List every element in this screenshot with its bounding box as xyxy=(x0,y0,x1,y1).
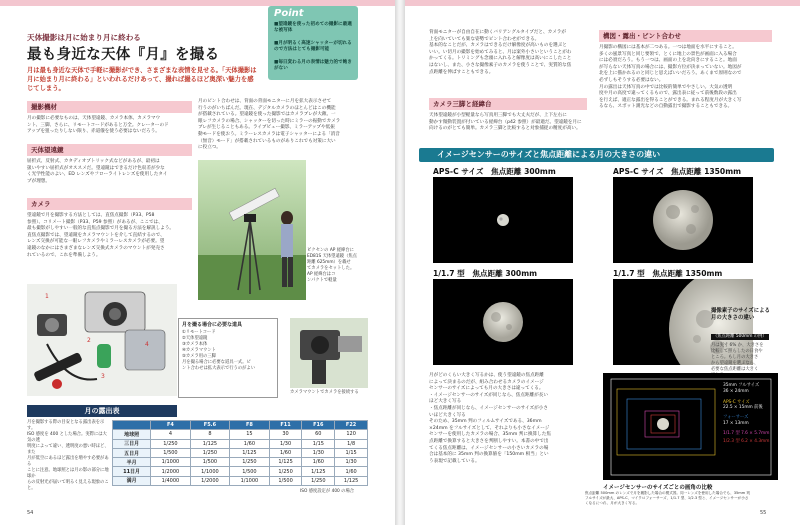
exposure-cell: 1/125 xyxy=(190,439,230,448)
moon-label-apsc-1350: APS-C サイズ 焦点距離 1350mm xyxy=(613,167,742,176)
text-line: ブレが生じることもある。ライブビュー撮影、ミラーアップや低振 xyxy=(198,125,335,131)
sensor-diagram-caption xyxy=(585,491,780,505)
sensor-dim: 7.6 × 5.7mm xyxy=(741,430,770,436)
lead-line: 月は最も身近な天体で手軽に撮影ができ、さまざまな表情を見せる。「天体撮影は xyxy=(27,67,257,74)
page-number-left: 54 xyxy=(27,510,34,516)
sensor-name: フォーサーズ xyxy=(723,415,749,421)
sensor-dim: 36 × 24mm xyxy=(723,388,749,394)
text-line: く光学性能のよい、ED レンズやフローライトレンズを使用したタイ xyxy=(27,172,168,178)
exposure-cell: 1/125 xyxy=(230,448,270,457)
exposure-cell: 1/250 xyxy=(302,476,335,485)
sensor-comparison-diagram xyxy=(603,373,778,480)
text-line: 行うのがいちばんだ。現在、デジタルカメラのほとんどはこの機能 xyxy=(198,105,336,111)
point-item: ■月が明るく高速シャッターが切れるので方法はとても撮影可能 xyxy=(274,41,352,53)
text-line: かってくる。トリミングも念頭に入れると解像度は高いにこしたこと xyxy=(429,56,572,62)
moon-label-17-1350: 1/1.7 型 焦点距離 1350mm xyxy=(613,269,723,278)
text-line: はないし、また、小さな撮像素子のカメラを使うことで、実質的な焦 xyxy=(429,62,572,68)
exposure-cell: 1/60 xyxy=(302,458,335,467)
exposure-cell: 1/15 xyxy=(335,448,368,457)
text-line: 点距離を伸ばすこともできる。 xyxy=(429,69,494,75)
text-line: に役立つ。 xyxy=(198,145,221,151)
text-line: 多くの風景写真と同じ要領で、とくに地上の景色が画面に入る場合 xyxy=(599,51,737,57)
caption-line: ところ。もし月の大きさ xyxy=(711,355,759,360)
text-line: 直焦点撮影では、望遠鏡をカメラマウントを介して直結するので、 xyxy=(27,232,165,238)
moon-size-text xyxy=(429,373,599,465)
gear-illustration xyxy=(27,284,177,396)
text-line: によって決まるのだが、組み合わせるカメラのイメージ xyxy=(429,379,544,385)
text-line: が搭載されている。望遠鏡を使った撮影ではカメラブレが大敵。一 xyxy=(198,112,336,118)
text-line: 月撮影の構図には基本が二つある。一つは地面を水平にすること。 xyxy=(599,45,737,50)
exposure-table-title: 月の露出表 xyxy=(84,407,120,415)
text-line: センサーを使用したカメラの場合、35mm 判に換算した焦 xyxy=(429,432,551,438)
telescope-illustration xyxy=(198,160,306,300)
exposure-table xyxy=(112,420,368,486)
sensor-name: APS-C サイズ xyxy=(723,399,750,405)
exposure-row-label: 三日月 xyxy=(113,439,151,448)
exposure-header-cell: F16 xyxy=(302,421,335,430)
exposure-cell: 60 xyxy=(302,430,335,439)
caption-line: 距離 625mm）を載せ xyxy=(307,260,351,265)
text-line: 参照）、コリメート撮影（P33、P59 参照）があるが、ここでは、 xyxy=(27,219,163,225)
exposure-header-cell: F22 xyxy=(335,421,368,430)
text-line: 月がどのくらい大きく写るかは、使う望遠鏡の焦点距離 xyxy=(429,373,544,378)
page-title: 最も身近な天体『月』を撮る xyxy=(27,47,220,63)
exposure-header-cell: F8 xyxy=(230,421,270,430)
exposure-cell: 1/15 xyxy=(302,439,335,448)
section-heading-tripod: カメラ三脚と経緯台 xyxy=(429,98,587,110)
text-line: 合は基本的に 35mm 判の換算値を「150mm 相当」とい xyxy=(429,452,549,458)
exposure-row xyxy=(113,467,368,476)
exposure-header-cell: F11 xyxy=(269,421,302,430)
item-line: ⑤カメラ用の三脚 xyxy=(182,354,216,359)
text-line: を行えば、適正な露出を得ることができる。まれる程度月が大きく写 xyxy=(599,97,742,103)
scope-body xyxy=(27,159,192,185)
text-line: そのため、35mm 判のフィルムサイズである、36mm xyxy=(429,419,542,425)
text-line: 北を上に描かれるのと同じと思えばいいだろう。あくまで原則なので xyxy=(599,71,742,77)
kicker: 天体撮影は月に始まり月に終わる xyxy=(27,33,141,42)
sensor-dim: 22.5 × 15mm 前後 xyxy=(723,405,763,411)
exposure-cell: 8 xyxy=(190,430,230,439)
exposure-cell: 1/8 xyxy=(335,439,368,448)
exposure-header-row xyxy=(113,421,368,430)
exposure-row xyxy=(113,430,368,439)
exposure-cell: 1/250 xyxy=(230,458,270,467)
text-line: 上を向いていても楽な姿勢でピント合わせができる。 xyxy=(429,36,540,42)
text-line: 遠鏡のなかにはさまざまなレンズ交換式カメラのマウントが発売さ xyxy=(27,245,165,251)
moon-comparison-band xyxy=(419,148,774,162)
text-line: 最も撮影がしやすい一般的な直焦点撮影で月を撮る方法を解説しよう。 xyxy=(27,226,175,232)
exposure-row-label: 満月 xyxy=(113,476,151,485)
sensor-name: 35mm フルサイズ xyxy=(723,383,760,388)
exposure-footnote: ISO 感度設定が 400 の場合 xyxy=(300,489,355,494)
moon-photo-apsc-1350 xyxy=(613,177,753,263)
exposure-header-cell: F4 xyxy=(151,421,191,430)
exposure-cell: 30 xyxy=(269,430,302,439)
exposure-cell: 15 xyxy=(230,430,270,439)
sensor-name: 1/2.3 型 xyxy=(723,438,740,444)
section-heading-scope: 天体望遠鏡 xyxy=(27,144,192,156)
text-line: が写らない天体写真の場合には、撮影方位が決まっていない。地図が xyxy=(599,64,742,70)
text-line: ・イメージセンサーのサイズが同じなら、焦点距離が長い xyxy=(429,392,548,398)
caption-line: 焦点距離 500mm のレンズで月を撮影した場合の模式図。同一レンズを使用した場合でも、35mm 判 xyxy=(585,491,751,495)
exposure-cell: 1/250 xyxy=(190,448,230,457)
item-line: ント合わせは拡大表示で行うのがよい xyxy=(182,366,256,371)
exposure-cell: 1/30 xyxy=(335,458,368,467)
text-line: 動かす微動装置が付いている経緯台（p42 参照）が最適だ。望遠鏡を月に xyxy=(429,119,582,125)
exposure-cell: 1/30 xyxy=(269,439,302,448)
exposure-cell: 1/500 xyxy=(151,448,191,457)
text-line: てくる焦点距離は、イメージセンサーの小さいカメラの場 xyxy=(429,445,549,451)
sensor-name: 1/1.7 型 xyxy=(723,430,740,436)
moon-photo-apsc-300 xyxy=(433,177,573,263)
point-item: ■毎日変わる月の表情は魅力的で飽きがない xyxy=(274,60,352,72)
exposure-cell: 1/125 xyxy=(269,458,302,467)
exposure-cell: 1/2000 xyxy=(151,467,191,476)
point-box xyxy=(268,6,358,80)
gear-label-1: 1 xyxy=(45,293,49,300)
note-line: 月が低空にあるほど露出を増やす必要がある xyxy=(27,456,109,467)
moon-label-17-300: 1/1.7 型 焦点距離 300mm xyxy=(433,269,538,278)
text-line: ・焦点距離が同じなら、イメージセンサーのサイズが小さ xyxy=(429,405,548,411)
moon-label-apsc-300: APS-C サイズ 焦点距離 300mm xyxy=(433,167,556,176)
text-line: （無音）モード」が搭載されているものがありこれでも対策に大い xyxy=(198,138,336,144)
text-line: アップを狙ったりしない限り、赤道儀を使う必要はないだろう。 xyxy=(27,129,160,135)
sensor-size-caption xyxy=(711,308,777,379)
text-line: ×24mm をフルサイズとして、それよりも小さなイメージ xyxy=(429,425,550,431)
gear-label-2: 2 xyxy=(87,337,91,344)
exposure-row-label: 11日月 xyxy=(113,467,151,476)
composition-text xyxy=(599,45,775,111)
required-items-list xyxy=(182,330,274,372)
exposure-row xyxy=(113,476,368,485)
tripod-text xyxy=(429,113,594,133)
gear-label-3: 3 xyxy=(101,373,105,380)
item-line: ④カメラマウント xyxy=(182,348,216,353)
sensor-dim: 6.2 × 4.3mm xyxy=(741,438,770,444)
exposure-header-cell: F5.6 xyxy=(190,421,230,430)
exposure-row xyxy=(113,458,368,467)
item-line: ①リモートコード xyxy=(182,330,216,335)
text-line: るなら、スポット測光などの自動露出で撮影することもできる。 xyxy=(599,104,733,110)
top-color-band xyxy=(405,0,800,6)
moon-small-apsc xyxy=(433,177,573,263)
focus-body xyxy=(198,99,366,152)
exposure-note xyxy=(27,420,110,492)
text-line: 度や月の高度で違ってくるもので、露出表に従って前後数段の露出 xyxy=(599,91,737,97)
camera-text xyxy=(429,30,589,76)
telescope-photo xyxy=(198,160,306,300)
text-line: レンズ交換が可能な一眼レフカメラやミラーレスカメラが必要。望 xyxy=(27,239,165,245)
exposure-cell: 1/60 xyxy=(335,467,368,476)
exposure-cell: 1/500 xyxy=(230,467,270,476)
caption-line: 月は実寸 6% か、大きさを xyxy=(711,343,764,348)
exposure-row-label: 地球照 xyxy=(113,430,151,439)
caption-line: から望遠鏡を選ぶなら、 xyxy=(711,361,759,366)
exposure-table-header xyxy=(27,405,177,417)
caption-line: 必要な焦点距離は大きく xyxy=(711,367,759,372)
exposure-cell: 1/4000 xyxy=(151,476,191,485)
mount-photo xyxy=(290,318,368,388)
sensor-caption-title xyxy=(711,308,777,322)
exposure-cell: 1/60 xyxy=(269,448,302,457)
exposure-cell: 1/250 xyxy=(269,467,302,476)
exposure-row xyxy=(113,439,368,448)
point-item: ■望遠鏡を使った初めての撮影に最適な被写体 xyxy=(274,22,352,34)
text-line: 動モードを使おう。ミラーレスカメラは電子シャッターによる「消音 xyxy=(198,131,340,137)
text-line: 月のピント合わせは、背面の背面モニターに月を拡大表示させて xyxy=(198,99,332,104)
section-heading-gear: 撮影機材 xyxy=(27,101,192,113)
text-line: 屈折式、反射式、カタディオプトリック式などがあるが、最初は xyxy=(27,159,160,164)
required-items-title: 月を撮る場合に必要な道具 xyxy=(182,322,243,328)
moon-photo-17-300 xyxy=(433,279,573,365)
gear-label-4: 4 xyxy=(145,341,149,348)
moon-comparison-title: イメージセンサーのサイズと焦点距離による月の大きさの違い xyxy=(437,150,661,159)
caption-line: ンパクトで軽量 xyxy=(307,278,337,283)
exposure-cell: 4 xyxy=(151,430,191,439)
right-page xyxy=(405,0,800,525)
text-line: プが理想。 xyxy=(27,178,50,184)
text-line: 背面モニターが自由自在に動くバリアングルタイプだと、カメラが xyxy=(429,30,566,35)
text-line: 点距離で換算すると大きさを判断しやすい。本書の中で出 xyxy=(429,438,549,444)
mount-caption: カメラマウントでカメラを接続する xyxy=(290,390,359,395)
caption-line: AP 経緯台はコ xyxy=(307,272,336,277)
item-line: 月を撮る場合に必要な道具一式。ピ xyxy=(182,360,251,365)
gear-photo xyxy=(27,284,177,396)
text-line: いほど大きく写る xyxy=(429,412,466,418)
text-line: 基本的なことだが、カメラはできるだけ解像度が高いものを選ぶと xyxy=(429,43,567,49)
note-line: ことに注意。地球照とは月の影の部分に地球か xyxy=(27,468,109,479)
sensor-caption-sub: （焦点距離 500mm の例） xyxy=(713,334,767,339)
text-line: 望遠鏡で月を撮影する方法としては、直焦点撮影（P33、P58 xyxy=(27,213,155,218)
page-gutter xyxy=(395,0,405,525)
exposure-cell: 1/1000 xyxy=(190,467,230,476)
required-items-box xyxy=(178,318,278,398)
exposure-cell: 1/500 xyxy=(269,476,302,485)
text-line: 扱いやすい屈折式がオススメだ。望遠鏡はできるだけ色収差が少な xyxy=(27,165,165,171)
exposure-cell: 1/30 xyxy=(302,448,335,457)
caption-line: ED81S 天体望遠鏡（焦点 xyxy=(307,254,357,259)
gear-body xyxy=(27,116,192,136)
text-line: センサーのサイズによっても月の大きさは違ってくる。 xyxy=(429,386,544,392)
note-line: らの反射光が届いて明るく見える現象のこと。 xyxy=(27,480,109,491)
note-line: 明度によって違い、透明度の悪い時ほど、また xyxy=(27,444,109,455)
exposure-cell: 1/2000 xyxy=(190,476,230,485)
text-line: 眼レフカメラの場合、シャッターを切った時にミラーの振動でカメラ xyxy=(198,118,341,124)
exposure-cell: 1/1000 xyxy=(230,476,270,485)
exposure-cell: 1/1000 xyxy=(151,458,191,467)
caption-line: フルサイズが最大、APS-C、マイクロフォーサーズ、1/1.7 型、1/2.3 型と、イメージセンサーが小さ xyxy=(585,495,749,500)
text-line: には必須だろう。もう一つは、画面の上を北向きにすること。地面 xyxy=(599,58,737,64)
exposure-header-cell xyxy=(113,421,151,430)
lead-paragraph xyxy=(27,66,257,93)
lead-line: じてしまう。 xyxy=(27,85,65,92)
point-title: Point xyxy=(274,8,304,19)
sensor-legend xyxy=(723,383,775,444)
text-line: 必ずしもそうする必要はない。 xyxy=(599,77,664,83)
caption-line: ビクセンの AP 経緯台に xyxy=(307,248,354,253)
lead-line: 月に始まり月に終わる」といわれるだけあって、撮れば撮るほど奥深い魅力を感 xyxy=(27,76,254,83)
text-line: ント、三脚、さらに、リモートコードがあると万全。クレーターのド xyxy=(27,122,169,128)
text-line: 向けるのがとても簡単。カメラ三脚と比較すると対象捕捉の精度が高い。 xyxy=(429,126,581,132)
item-line: ②天体望遠鏡 xyxy=(182,336,208,341)
caption-line: くなるにつれ、月が大きく写る。 xyxy=(585,500,640,505)
text-line: う表現で記載している。 xyxy=(429,458,480,464)
text-line: 月の撮影に必要なものは、天体望遠鏡、カメラ本体、カメラマウ xyxy=(27,116,161,121)
mount-illustration xyxy=(290,318,368,388)
text-line: ほど大きく写る xyxy=(429,399,462,405)
item-line: ③カメラ本体 xyxy=(182,342,208,347)
moon-medium-17 xyxy=(433,279,573,365)
exposure-row-label: 五日月 xyxy=(113,448,151,457)
exposure-table-grid xyxy=(112,420,368,486)
moon-large-apsc xyxy=(613,177,753,263)
telescope-caption xyxy=(307,248,367,284)
exposure-row-label: 半月 xyxy=(113,458,151,467)
caption-line: てカメラをセットした。 xyxy=(307,266,355,271)
exposure-cell: 120 xyxy=(335,430,368,439)
sensor-dim: 17 × 13mm xyxy=(723,420,749,426)
note-line: ISO 感度を 400 とした場合。実際には大気の透 xyxy=(27,432,107,443)
note-line: 月を撮影する際の目安となる露出表を示す。 xyxy=(27,420,105,431)
exposure-cell: 1/500 xyxy=(190,458,230,467)
text-line: れているので、これを準備しよう。 xyxy=(27,252,101,258)
caption-title-line: 月の大きさの違い xyxy=(711,315,755,321)
caption-title-line: 撮像素子のサイズによる xyxy=(711,308,770,314)
exposure-cell: 1/60 xyxy=(230,439,270,448)
page-number-right: 55 xyxy=(760,510,767,516)
text-line: 天体望遠鏡が小型軽量なら写真用三脚でも大丈夫だが、上下左右に xyxy=(429,113,567,118)
caption-line: 比較して照らしたの日食や xyxy=(711,349,763,354)
text-line: いい。い切月の撮影を始めてみると、月は案外小さいということがわ xyxy=(429,49,572,55)
exposure-cell: 1/125 xyxy=(335,476,368,485)
camera-body xyxy=(27,213,192,259)
section-heading-composition: 構図・露出・ピント合わせ xyxy=(599,30,772,42)
sensor-diagram-title: イメージセンサーのサイズごとの画角の比較 xyxy=(603,485,713,491)
exposure-cell: 1/250 xyxy=(151,439,191,448)
exposure-row xyxy=(113,448,368,457)
section-heading-camera: カメラ xyxy=(27,198,192,210)
text-line: 月の露出は天体写真の中では比較的簡単でやさしい。大気の透明 xyxy=(599,84,733,90)
exposure-cell: 1/125 xyxy=(302,467,335,476)
left-page xyxy=(0,0,395,525)
